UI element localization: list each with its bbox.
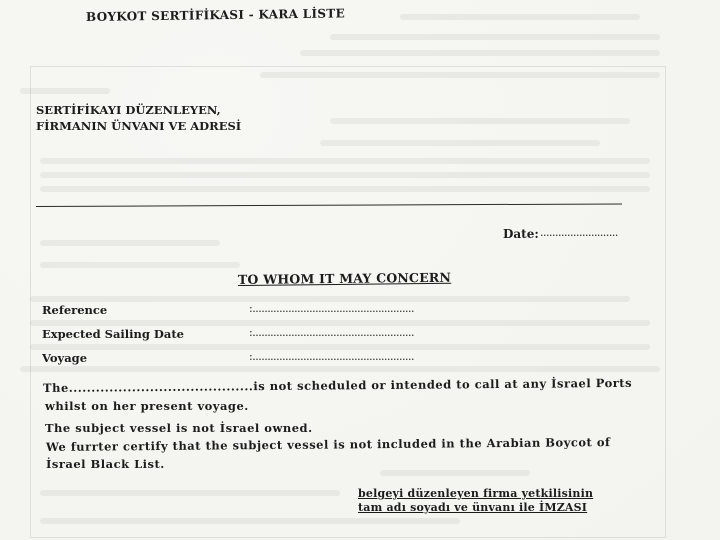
certificate-title: BOYKOT SERTİFİKASI - KARA LİSTE [85,6,346,24]
reference-label: Reference [42,303,108,317]
sailing-date-label: Expected Sailing Date [42,327,184,341]
signature-instruction-line-2: tam adı soyadı ve ünvanı ile İMZASI [358,501,588,514]
statement-3-line-1: We furrter certify that the subject vessel is not included in the Arabian Boycot of [45,435,611,454]
date-value: .......................... [540,226,618,239]
sailing-date-value: :...................................................... [249,326,415,339]
statement-1-line-1: The.........................................is not scheduled or intended to call at any İsrael Ports [42,375,633,395]
voyage-value: :...................................................... [249,350,415,363]
signature-instruction-line-1: belgeyi düzenleyen firma yetkilisinin [358,487,594,500]
statement-2: The subject vessel is not İsrael owned. [45,421,313,435]
issuer-label-line-1: SERTİFİKAYI DÜZENLEYEN, [36,103,221,117]
statement-3-line-2: İsrael Black List. [46,457,165,471]
salutation-heading: TO WHOM IT MAY CONCERN [237,269,452,287]
statement-1-line-2: whilst on her present voyage. [45,399,249,413]
date-label: Date: [503,227,539,241]
issuer-label-line-2: FİRMANIN ÜNVANI VE ADRESİ [36,119,242,133]
reference-value: :...................................................... [249,302,415,315]
voyage-label: Voyage [42,351,88,365]
